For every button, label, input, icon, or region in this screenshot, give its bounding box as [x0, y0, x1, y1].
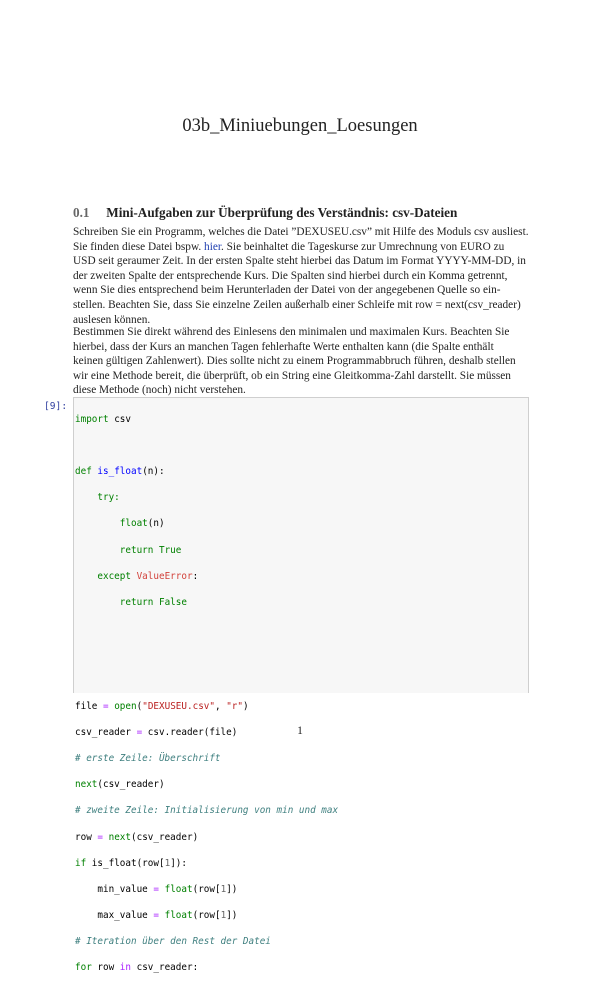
- text-line: Schreiben Sie ein Programm, welches die Datei ”DEXUSEU.csv” mit Hilfe des Moduls csv ausliest.: [73, 226, 529, 238]
- code-line: [75, 778, 338, 791]
- code-line: [75, 909, 338, 922]
- code-token: 1: [164, 857, 171, 869]
- text-line: [73, 240, 531, 255]
- code-token: =: [153, 909, 159, 921]
- code-line: [75, 491, 338, 504]
- code-token: ]):: [170, 857, 187, 869]
- code-token: =: [97, 831, 103, 843]
- code-token: (n): [147, 518, 165, 530]
- code-token: row: [91, 962, 120, 974]
- code-token: for: [75, 962, 92, 974]
- code-token: return: [119, 544, 154, 556]
- code-token: ,: [214, 701, 227, 713]
- code-line: [75, 413, 338, 426]
- code-token: max_value: [97, 909, 154, 921]
- code-token: next: [108, 831, 131, 843]
- code-token: if: [75, 857, 87, 869]
- code-line: [75, 570, 338, 583]
- code-token: ]): [226, 909, 238, 921]
- text-line: wenn Sie dies entsprechend beim Herunterladen der Datei von der angegebenen Quelle so ein-: [73, 284, 501, 297]
- code-token: return: [119, 596, 154, 608]
- code-token: float: [164, 909, 193, 921]
- paragraph-task-description: [73, 225, 531, 327]
- code-token: def: [75, 466, 92, 478]
- code-line: [75, 935, 338, 948]
- code-token: (row[: [192, 883, 221, 895]
- code-line: [75, 752, 338, 765]
- code-token: float: [119, 518, 148, 530]
- code-token: import: [75, 414, 109, 426]
- code-line: [75, 596, 338, 609]
- code-token: row: [75, 831, 98, 843]
- code-line: [75, 674, 338, 687]
- code-token: "DEXUSEU.csv": [142, 701, 215, 713]
- code-token: ValueError: [130, 570, 193, 582]
- code-token: =: [136, 727, 143, 739]
- section-title: Mini-Aufgaben zur Überprüfung des Verständnis: csv-Dateien: [106, 205, 458, 220]
- code-token: csv: [108, 414, 131, 426]
- code-token: csv_reader: [75, 727, 137, 739]
- code-token: 1: [220, 909, 227, 921]
- code-line: [75, 831, 338, 844]
- text-line: diese Methode (noch) nicht verstehen.: [73, 384, 246, 397]
- code-line: [75, 883, 338, 896]
- text-fragment: . Sie beinhaltet die Tageskurse zur Umrechnung von EURO zu: [221, 240, 505, 253]
- code-token: (row[: [192, 909, 221, 921]
- code-token: min_value: [97, 883, 154, 895]
- code-line: [75, 465, 338, 478]
- code-token: next: [75, 779, 98, 791]
- code-line: [75, 700, 338, 713]
- text-line: wir eine Methode bereit, die überprüft, ob ein String eine Gleitkomma-Zahl darstellt. Sie müssen: [73, 369, 511, 382]
- hier-link[interactable]: hier: [204, 240, 221, 253]
- code-token: try:: [97, 492, 120, 504]
- code-token: (: [136, 701, 143, 713]
- code-token: is_float: [97, 466, 143, 478]
- code-token: float: [164, 883, 193, 895]
- code-token: False: [153, 596, 187, 608]
- code-token: True: [153, 544, 182, 556]
- text-line: der zweiten Spalte der entsprechende Kurs. Die Spalten sind hierbei durch ein Komma getrennt,: [73, 269, 508, 282]
- code-token: csv.reader(file): [142, 727, 238, 739]
- document-title: 03b_Miniuebungen_Loesungen: [182, 116, 418, 136]
- text-line: Bestimmen Sie direkt während des Einlesens den minimalen und maximalen Kurs. Beachten Sie: [73, 326, 510, 338]
- text-line: hierbei, dass der Kurs an manchen Tagen fehlerhafte Werte enthalten kann (die Spalte enthält: [73, 340, 494, 353]
- text-line: USD seit geraumer Zeit. In der ersten Spalte steht hierbei das Datum im Format YYYY-MM-DD, in: [73, 255, 526, 268]
- text-fragment: Sie finden diese Datei bspw.: [73, 240, 205, 253]
- code-token: csv_reader:: [131, 962, 199, 974]
- code-line: [75, 517, 338, 530]
- code-token: (csv_reader): [131, 831, 199, 843]
- code-line: [75, 439, 338, 452]
- code-token: (csv_reader): [97, 779, 165, 791]
- code-line: [75, 857, 338, 870]
- code-line: [75, 544, 338, 557]
- code-token: file: [75, 701, 103, 713]
- code-token: =: [153, 883, 159, 895]
- code-token: "r": [226, 701, 243, 713]
- code-token: # Iteration über den Rest der Datei: [75, 935, 271, 947]
- page-number: 1: [297, 725, 303, 737]
- text-line: keinen gültigen Zahlenwert). Dies sollte nicht zu einem Programmabbruch führen, deshalb stellen: [73, 355, 516, 368]
- paragraph-min-max: [73, 325, 531, 398]
- text-line: stellen. Beachten Sie, dass Sie einzelne Zeilen außerhalb einer Schleife mit row = next(csv_reader): [73, 298, 521, 311]
- code-token: is_float(row[: [86, 857, 165, 869]
- cell-prompt: [9]:: [44, 401, 68, 412]
- code-token: # zweite Zeile: Initialisierung von min und max: [75, 805, 339, 817]
- code-token: ): [242, 701, 249, 713]
- text-line: auslesen können.: [73, 313, 151, 326]
- code-token: =: [103, 701, 109, 713]
- section-number: 0.1: [73, 205, 90, 220]
- code-line: [75, 622, 338, 635]
- code-block: [75, 400, 338, 987]
- code-line: [75, 961, 338, 974]
- code-token: open: [108, 701, 137, 713]
- code-token: 1: [220, 883, 227, 895]
- code-line: [75, 804, 338, 817]
- code-token: # erste Zeile: Überschrift: [75, 753, 221, 765]
- code-token: in: [119, 962, 131, 974]
- code-token: except: [97, 570, 131, 582]
- code-token: ]): [226, 883, 238, 895]
- code-token: (n):: [142, 466, 165, 478]
- section-heading: [73, 205, 543, 221]
- code-line: [75, 648, 338, 661]
- code-token: :: [192, 570, 199, 582]
